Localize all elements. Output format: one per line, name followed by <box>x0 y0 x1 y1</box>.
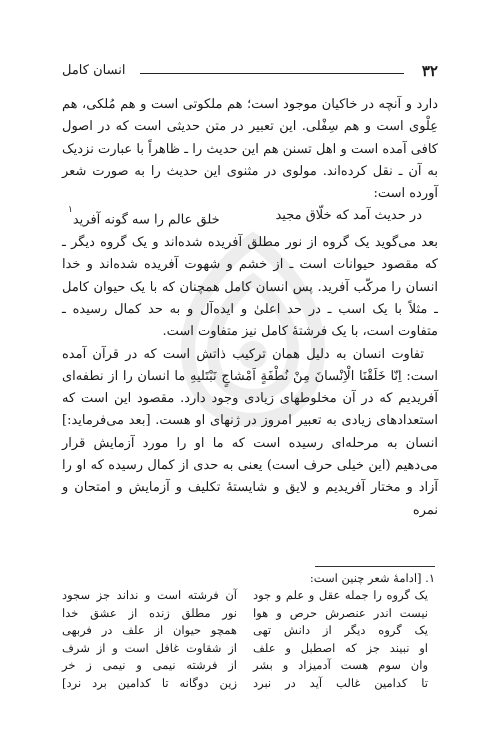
footnote-hemistich: از شقاوت غافل است و از شرف <box>62 640 237 655</box>
footnote-verse-row <box>62 640 438 658</box>
footnote-hemistich: نور مطلق زنده از عشق خدا <box>62 605 237 620</box>
page-header <box>62 60 438 84</box>
footnote-hemistich: نیست اندر عنصرش حرص و هوا <box>253 605 428 620</box>
verse-line <box>62 205 438 232</box>
running-title: انسان کامل <box>62 63 126 78</box>
footnote-hemistich: وان سوم هست آدمیزاد و بشر <box>253 658 428 673</box>
footnote-hemistich: تا کدامین غالب آید در نبرد <box>253 675 428 690</box>
paragraph: تفاوت انسان به دلیل همان ترکیب ذاتش است که در قرآن آمده است: اِنّا خَلَقْنَا الْاِنْسانَ مِنْ نُطْفَةٍ اَمْشاجٍ نَبْتَلیهِ ما انسان را از نطفه‌ای آفریدیم که در آن مخلوطهای زیادی وجود دارد. مقصود این است که استعدادهای زیادی به تعبیر امروز در ژنهای او هست. [بعد می‌فرماید:] انسان به مرحله‌ای رسیده است که ما او را مورد آزمایش قرار می‌دهیم (این خیلی حرف است) یعنی به حدی از کمال رسیده که او را آزاد و مختار آفریدیم و لایق و شایستهٔ تکلیف و آزمایش و امتحان و نمره <box>62 346 438 518</box>
paragraph: دارد و آنچه در خاکیان موجود است؛ هم ملکوتی است و هم مُلکی، هم عِلْوی است و هم سِفْلی. این تعبیر در متن حدیثی است که در اصول کافی آمده است و اهل تسنن هم این حدیث را ـ ظاهراً با عبارت نزدیک به آن ـ نقل کرده‌اند. مولوی در مثنوی این حدیث را به صورت شعر آورده است: <box>62 97 438 202</box>
page-number: ۳۲ <box>421 62 438 80</box>
verse-hemistich: خلق عالم را سه گونه آفرید$^۱$ <box>68 205 220 228</box>
header-rule <box>140 73 404 74</box>
footnote-hemistich: او نبیند جز که اصطبل و علف <box>253 640 428 655</box>
footnote-hemistich: یک گروه دیگر از دانش تهی <box>253 623 428 638</box>
verse-hemistich: در حدیث آمد که خلّاق مجید <box>275 208 422 224</box>
footnote-verse-row <box>62 605 438 623</box>
footnote-hemistich: زین دوگانه تا کدامین برد نرد] <box>62 675 237 690</box>
footnote-verse-row <box>62 587 438 605</box>
footnote-marker[interactable]: ۱ <box>68 205 73 216</box>
footnote-verse-row <box>62 622 438 640</box>
footnote-hemistich: آن فرشته است و نداند جز سجود <box>62 588 237 602</box>
main-text <box>62 94 438 522</box>
footnote-verse-row <box>62 675 438 693</box>
paragraph: بعد می‌گوید یک گروه از نور مطلق آفریده شده‌اند و یک گروه دیگر ـ که مقصود حیوانات است ـ از خشم و شهوت آفریده شده‌اند و خدا انسان را مرکّب آفرید. پس انسان کامل همچنان که با یک حیوان کامل ـ مثلاً با یک اسب ـ در حد اعلیٰ و ایده‌آل و به حد کمال رسیده ـ متفاوت است، با یک فرشتهٔ کامل نیز متفاوت است. <box>62 235 438 340</box>
footnote-verse-row <box>62 657 438 675</box>
footnote-hemistich: همچو حیوان از علف در فربهی <box>62 623 237 638</box>
footnote-hemistich: از فرشته نیمی و نیمی ز خر <box>62 658 237 673</box>
footnote-hemistich: یک گروه را جمله عقل و علم و جود <box>253 588 428 602</box>
footnote-intro: ۱. [ادامهٔ شعر چنین است: <box>309 571 435 585</box>
footnote-verses <box>62 587 438 693</box>
footnote-separator <box>315 566 435 567</box>
